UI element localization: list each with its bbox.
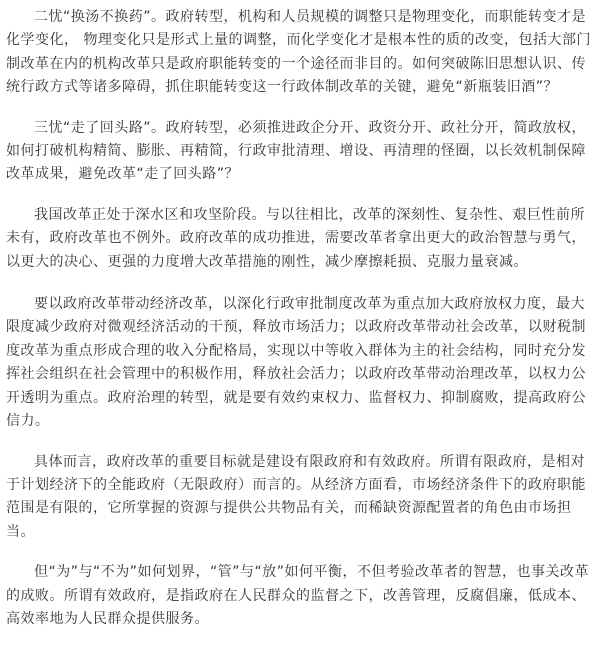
paragraph-effective-government: 但“为”与“不为”如何划界，“管”与“放”如何平衡，不但考验改革者的智慧，也事关改革的成败。所谓有效政府，是指政府在人民群众的监督之下，改善管理，反腐倡廉，低成本、高效率地为人民群众提供服务。 <box>6 564 590 627</box>
paragraph-reform-stage: 我国改革正处于深水区和攻坚阶段。与以往相比，改革的深刻性、复杂性、艰巨性前所未有，政府改革也不例外。政府改革的成功推进，需要改革者拿出更大的政治智慧与勇气，以更大的决心、更强的力度增大改革措施的刚性，减少摩擦耗损、克服力量衰减。 <box>6 206 586 270</box>
paragraph-third-worry: 三忧“走了回头路”。政府转型，必须推进政企分开、政资分开、政社分开，简政放权，如何打破机构精简、膨胀、再精简，行政审批清理、增设、再清理的怪圈，以长效机制保障改革成果，避免改革“走了回头路”？ <box>6 119 587 183</box>
paragraph-reform-drive: 要以政府改革带动经济改革，以深化行政审批制度改革为重点加大政府放权力度，最大限度减少政府对微观经济活动的干预，释放市场活力；以政府改革带动社会改革，以财税制度改革为重点形成合理的收入分配格局，实现以中等收入群体为主的社会结构，同时充分发挥社会组织在社会管理中的积极作用，释放社会活力；以政府改革带动治理改革，以权力公开透明为重点。政府治理的转型，就是要有效约束权力、监督权力、抑制腐败，提高政府公信力。 <box>6 296 586 430</box>
article-body <box>6 6 596 646</box>
paragraph-limited-government: 具体而言，政府改革的重要目标就是建设有限政府和有效政府。所谓有限政府，是相对于计划经济下的全能政府（无限政府）而言的。从经济方面看，市场经济条件下的政府职能范围是有限的，它所掌握的资源与提供公共物品有关，而稀缺资源配置者的角色由市场担当。 <box>6 453 586 540</box>
paragraph-second-worry: 二忧“换汤不换药”。政府转型，机构和人员规模的调整只是物理变化，而职能转变才是化学变化， 物理变化只是形式上量的调整，而化学变化才是根本性的质的改变，包括大部门制改革在内的机构改革只是政府职能转变的一个途径而非目的。如何突破陈旧思想认识、传统行政方式等诸多障碍，抓住职能转变这一行政体制改革的关键，避免“新瓶装旧酒”？ <box>6 9 591 96</box>
